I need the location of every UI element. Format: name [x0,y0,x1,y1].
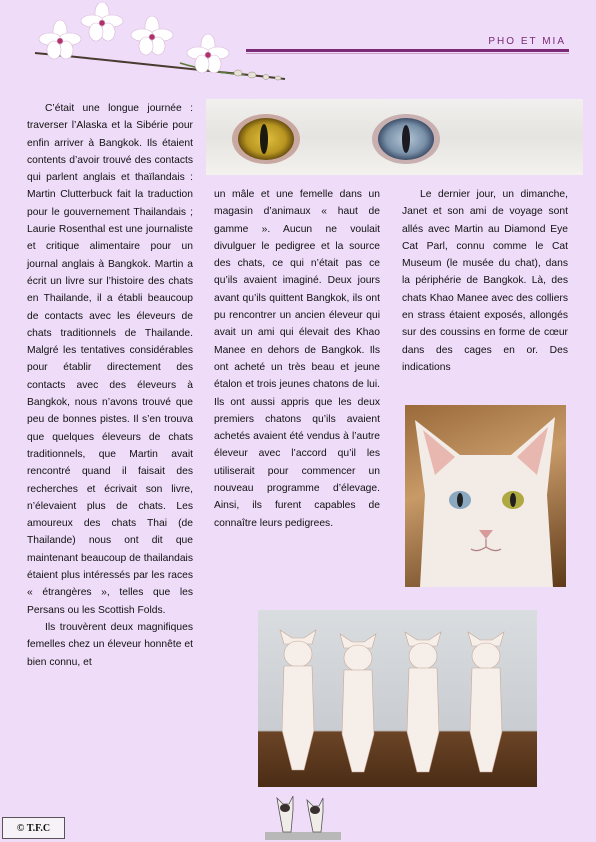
paragraph: C’était une longue journée : traverser l’Alaska et la Sibérie pour enfin arriver à Bangkok. Ils étaient contents d’avoir trouvé des contacts qui parlent anglais et thaïlandais : Martin Clutterbuck fait la traduction pour le gouvernement Thailandais ; Laurie Rosenthal est une journaliste et critique alimentaire pour un journal anglais à Bangkok. Martin a écrit un livre sur l’histoire des chats en Thailande, il a établi beaucoup de contacts avec les éleveurs de chats traditionnels de Thailande. Malgré les tentatives considérables pour établir directement des contacts avec des éleveurs à Bangkok, nous n’avons trouvé que peu de bonnes pistes. Il s’en trouva que quelques éleveurs de chats traditionnels, que Martin avait rencontré quand il faisait des recherches et écrivait son livre, n’élevaient plus de chats. Les amoureux des chats Thai (de Thailande) nous ont dit que maintenant beaucoup de thailandais étaient plus intéressés par les races « étrangères », telles que les Persans ou les Scottish Folds. [27,103,193,616]
cat-eyes-photo [206,99,583,175]
header-title: PHO ET MIA [488,36,566,47]
paragraph: Le dernier jour, un dimanche, Janet et son ami de voyage sont allés avec Martin au Diamond Eye Cat Parl, connu comme le Cat Museum (le musée du chat), dans la périphérie de Bangkok. Là, des chats Khao Manee avec des colliers en strass étaient exposés, allongés sur des coussins en forme de cœur dans des cages en or. Des indications [402,189,568,373]
two-cats-logo-icon [265,792,341,840]
orchid-branch-illustration [30,3,290,88]
text-column-1 [27,100,193,671]
paragraph: Ils trouvèrent deux magnifiques femelles chez un éleveur honnête et bien connu, et [27,621,193,668]
white-cat-portrait-photo [405,405,566,587]
four-white-kittens-photo [258,610,537,787]
copyright-badge: © T.F.C [2,817,65,839]
header-rule-thin [246,53,569,54]
header-rule [246,49,569,52]
paragraph: un mâle et une femelle dans un magasin d’animaux « haut de gamme ». Aucun ne voulait divulguer le pedigree et la source des chats, ce qui n’était pas ce qu’ils avaient imaginé. Deux jours avant qu’ils quittent Bangkok, ils ont pu rencontrer un ancien éleveur qui avait un ami qui élevait des Khao Manee en dehors de Bangkok. Ils ont acheté un très beau et jeune étalon et trois jeunes chatons de lui. Ils ont aussi appris que les deux premiers chatons qu’ils avaient achetés avaient été vendus à l’autre éleveur avec l’accord qu’il les utiliserait pour commencer un nouveau programme d’élevage. Ainsi, ils furent capables de connaître leurs pedigrees. [214,189,380,529]
text-column-2 [214,186,380,532]
text-column-3 [402,186,568,376]
